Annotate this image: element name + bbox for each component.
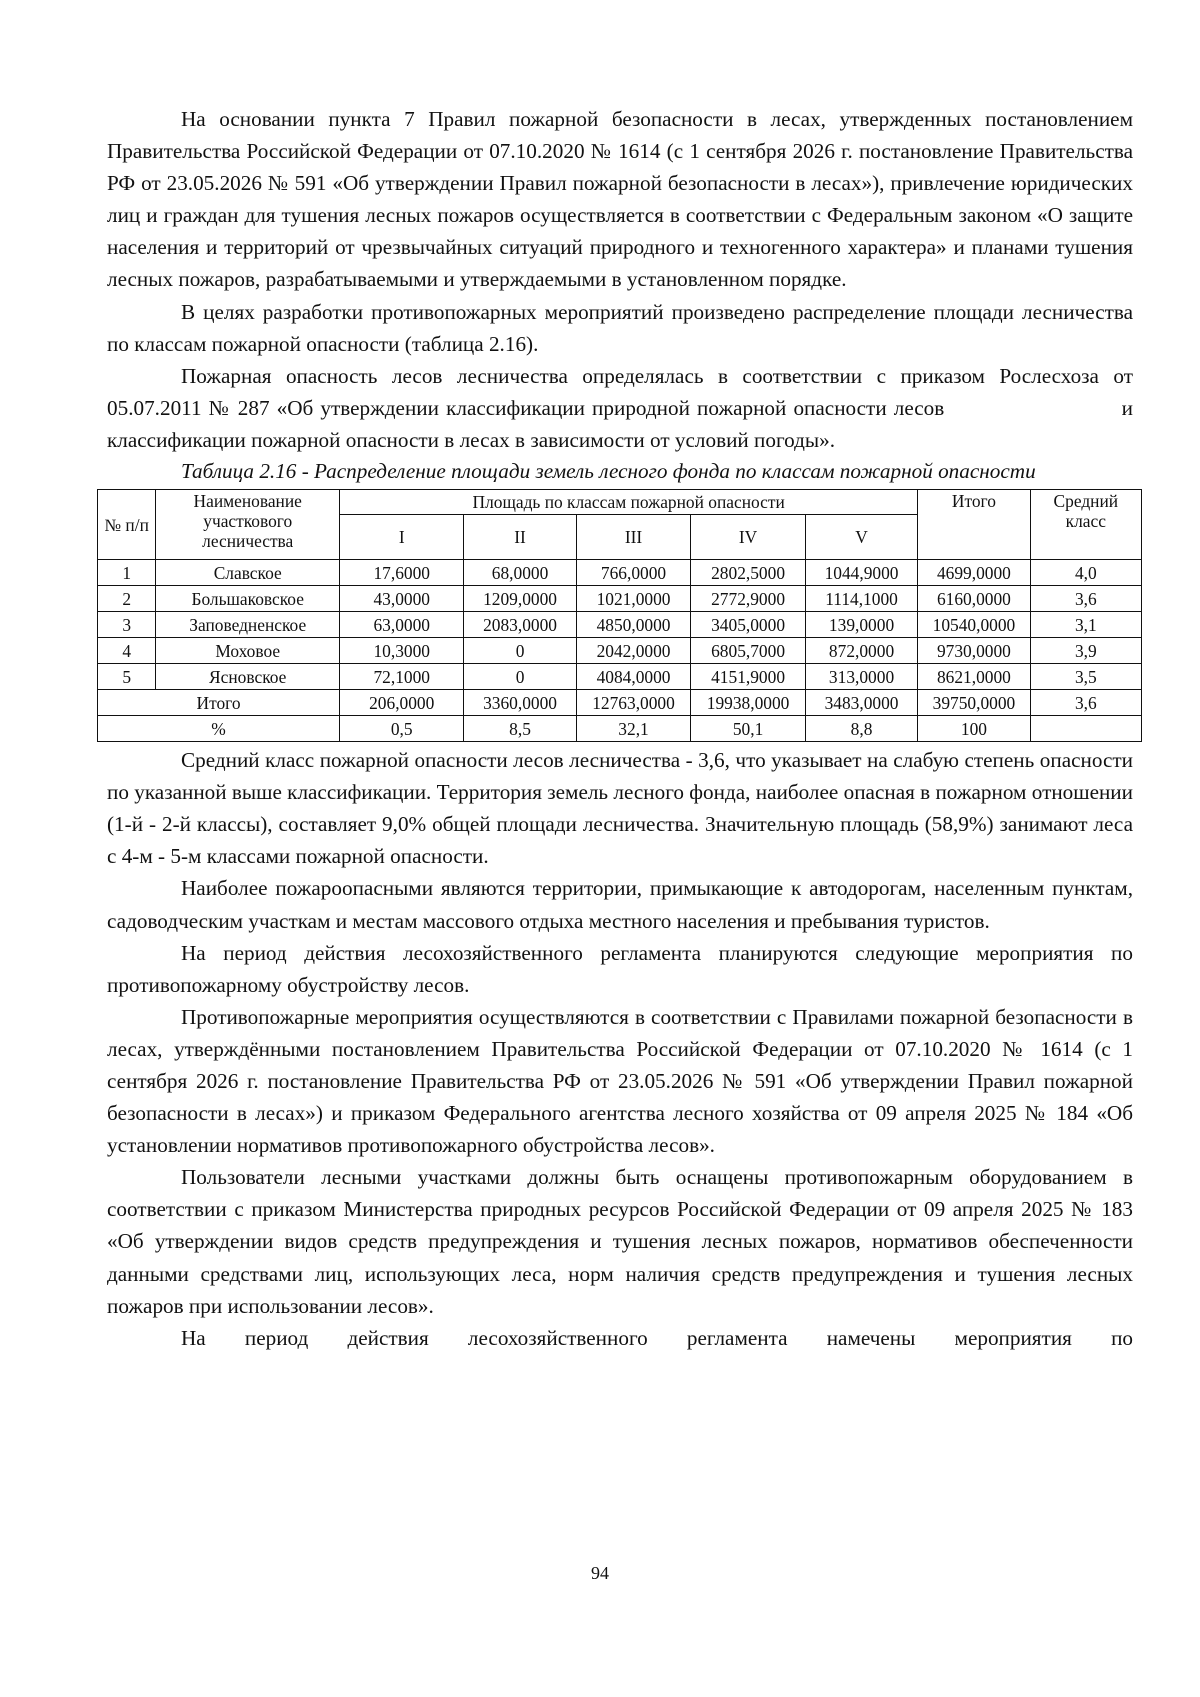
paragraph: На основании пункта 7 Правил пожарной безопасности в лесах, утвержденных постановлением Правительства Российской Федерации от 07.10.2020 № 1614 (с 1 сентября 2026 г. постановление Правительства РФ от 23.05.2026 № 591 «Об утверждении Правил пожарной безопасности в лесах»), привлечение юридических лиц и граждан для тушения лесных пожаров осуществляется в соответствии с Федеральным законом «О защите населения и территорий от чрезвычайных ситуаций природного и техногенного характера» и планами тушения лесных пожаров, разрабатываемыми и утверждаемыми в установленном порядке. [107, 107, 1133, 292]
table-row [98, 586, 1142, 612]
cell: 12763,0000 [576, 690, 691, 716]
header-total: Итого [918, 490, 1030, 560]
header-num: № п/п [98, 490, 156, 560]
cell: 2772,9000 [691, 586, 806, 612]
table-row [98, 560, 1142, 586]
cell: 313,0000 [805, 664, 917, 690]
cell: 32,1 [576, 716, 691, 742]
header-avg: Средний класс [1030, 490, 1141, 560]
page-content [104, 103, 1139, 1354]
total-row [98, 690, 1142, 716]
percent-row-label: % [98, 716, 340, 742]
cell: 19938,0000 [691, 690, 806, 716]
paragraph: В целях разработки противопожарных мероприятий произведено распределение площади лесничества по классам пожарной опасности (таблица 2.16). [107, 299, 1133, 356]
paragraph: Противопожарные мероприятия осуществляются в соответствии с Правилами пожарной безопасности в лесах, утверждёнными постановлением Правительства Российской Федерации от 07.10.2020 № 1614 (с 1 сентября 2026 г. постановление Правительства РФ от 23.05.2026 № 591 «Об утверждении Правил пожарной безопасности в лесах») и приказом Федерального агентства лесного хозяйства от 09 апреля 2025 № 184 «Об установлении нормативов противопожарного обустройства лесов». [107, 1004, 1133, 1158]
page-number: 94 [591, 1563, 609, 1583]
row-name: Славское [156, 560, 340, 586]
cell: 2083,0000 [464, 612, 576, 638]
cell: 3360,0000 [464, 690, 576, 716]
row-num: 1 [98, 560, 156, 586]
fire-class-table [97, 489, 1142, 742]
cell: 0,5 [340, 716, 464, 742]
row-avg [1030, 716, 1141, 742]
cell: 3405,0000 [691, 612, 806, 638]
percent-row [98, 716, 1142, 742]
cell: 766,0000 [576, 560, 691, 586]
row-avg: 3,1 [1030, 612, 1141, 638]
cell: 17,6000 [340, 560, 464, 586]
total-row-label: Итого [98, 690, 340, 716]
row-avg: 3,9 [1030, 638, 1141, 664]
cell: 4084,0000 [576, 664, 691, 690]
row-avg: 3,5 [1030, 664, 1141, 690]
cell: 6805,7000 [691, 638, 806, 664]
header-class-5: V [805, 515, 917, 560]
paragraph: На период действия лесохозяйственного регламента планируются следующие мероприятия по противопожарному обустройству лесов. [107, 940, 1133, 997]
header-class-2: II [464, 515, 576, 560]
cell: 8,8 [805, 716, 917, 742]
header-class-1: I [340, 515, 464, 560]
header-area-group: Площадь по классам пожарной опасности [340, 490, 918, 515]
table-caption: Таблица 2.16 - Распределение площади земель лесного фонда по классам пожарной опасности [181, 459, 1036, 484]
row-num: 4 [98, 638, 156, 664]
row-total: 8621,0000 [918, 664, 1030, 690]
cell: 2802,5000 [691, 560, 806, 586]
paragraph: Пользователи лесными участками должны быть оснащены противопожарным оборудованием в соответствии с приказом Министерства природных ресурсов Российской Федерации от 09 апреля 2025 № 183 «Об утверждении видов средств предупреждения и тушения лесных пожаров, нормативов обеспеченности данными средствами лиц, использующих леса, норм наличия средств предупреждения и тушения лесных пожаров при использовании лесов». [107, 1165, 1133, 1318]
cell: 0 [464, 664, 576, 690]
row-name: Ясновское [156, 664, 340, 690]
table-row [98, 664, 1142, 690]
paragraph: Пожарная опасность лесов лесничества определялась в соответствии с приказом Рослесхоза от 05.07.2011 № 287 «Об утверждении классификации природной пожарной опасности лесов и классификации пожарной опасности в лесах в зависимости от условий погоды». [107, 363, 1139, 452]
cell: 4151,9000 [691, 664, 806, 690]
row-total: 4699,0000 [918, 560, 1030, 586]
cell: 63,0000 [340, 612, 464, 638]
cell: 0 [464, 638, 576, 664]
row-total: 6160,0000 [918, 586, 1030, 612]
header-class-3: III [576, 515, 691, 560]
row-name: Большаковское [156, 586, 340, 612]
row-total: 39750,0000 [918, 690, 1030, 716]
paragraph: На период действия лесохозяйственного регламента намечены мероприятия по [181, 1325, 1133, 1350]
cell: 72,1000 [340, 664, 464, 690]
cell: 8,5 [464, 716, 576, 742]
row-total: 10540,0000 [918, 612, 1030, 638]
row-avg: 3,6 [1030, 586, 1141, 612]
cell: 1114,1000 [805, 586, 917, 612]
cell: 50,1 [691, 716, 806, 742]
row-total: 100 [918, 716, 1030, 742]
cell: 10,3000 [340, 638, 464, 664]
row-avg: 4,0 [1030, 560, 1141, 586]
row-avg: 3,6 [1030, 690, 1141, 716]
table-row [98, 638, 1142, 664]
row-total: 9730,0000 [918, 638, 1030, 664]
cell: 2042,0000 [576, 638, 691, 664]
row-name: Заповедненское [156, 612, 340, 638]
paragraph: Средний класс пожарной опасности лесов лесничества - 3,6, что указывает на слабую степень опасности по указанной выше классификации. Территория земель лесного фонда, наиболее опасная в пожарном отношении (1-й - 2-й классы), составляет 9,0% общей площади лесничества. Значительную площадь (58,9%) занимают леса с 4-м - 5-м классами пожарной опасности. [107, 748, 1133, 869]
cell: 1209,0000 [464, 586, 576, 612]
row-num: 2 [98, 586, 156, 612]
row-name: Моховое [156, 638, 340, 664]
cell: 4850,0000 [576, 612, 691, 638]
cell: 872,0000 [805, 638, 917, 664]
cell: 1044,9000 [805, 560, 917, 586]
cell: 68,0000 [464, 560, 576, 586]
header-name: Наименование участкового лесничества [156, 490, 340, 560]
cell: 206,0000 [340, 690, 464, 716]
row-num: 3 [98, 612, 156, 638]
cell: 3483,0000 [805, 690, 917, 716]
header-class-4: IV [691, 515, 806, 560]
cell: 1021,0000 [576, 586, 691, 612]
cell: 139,0000 [805, 612, 917, 638]
text-after-table [107, 744, 1133, 1354]
cell: 43,0000 [340, 586, 464, 612]
row-num: 5 [98, 664, 156, 690]
paragraph: Наиболее пожароопасными являются территории, примыкающие к автодорогам, населенным пунктам, садоводческим участкам и местам массового отдыха местного населения и пребывания туристов. [107, 876, 1133, 933]
table-row [98, 612, 1142, 638]
